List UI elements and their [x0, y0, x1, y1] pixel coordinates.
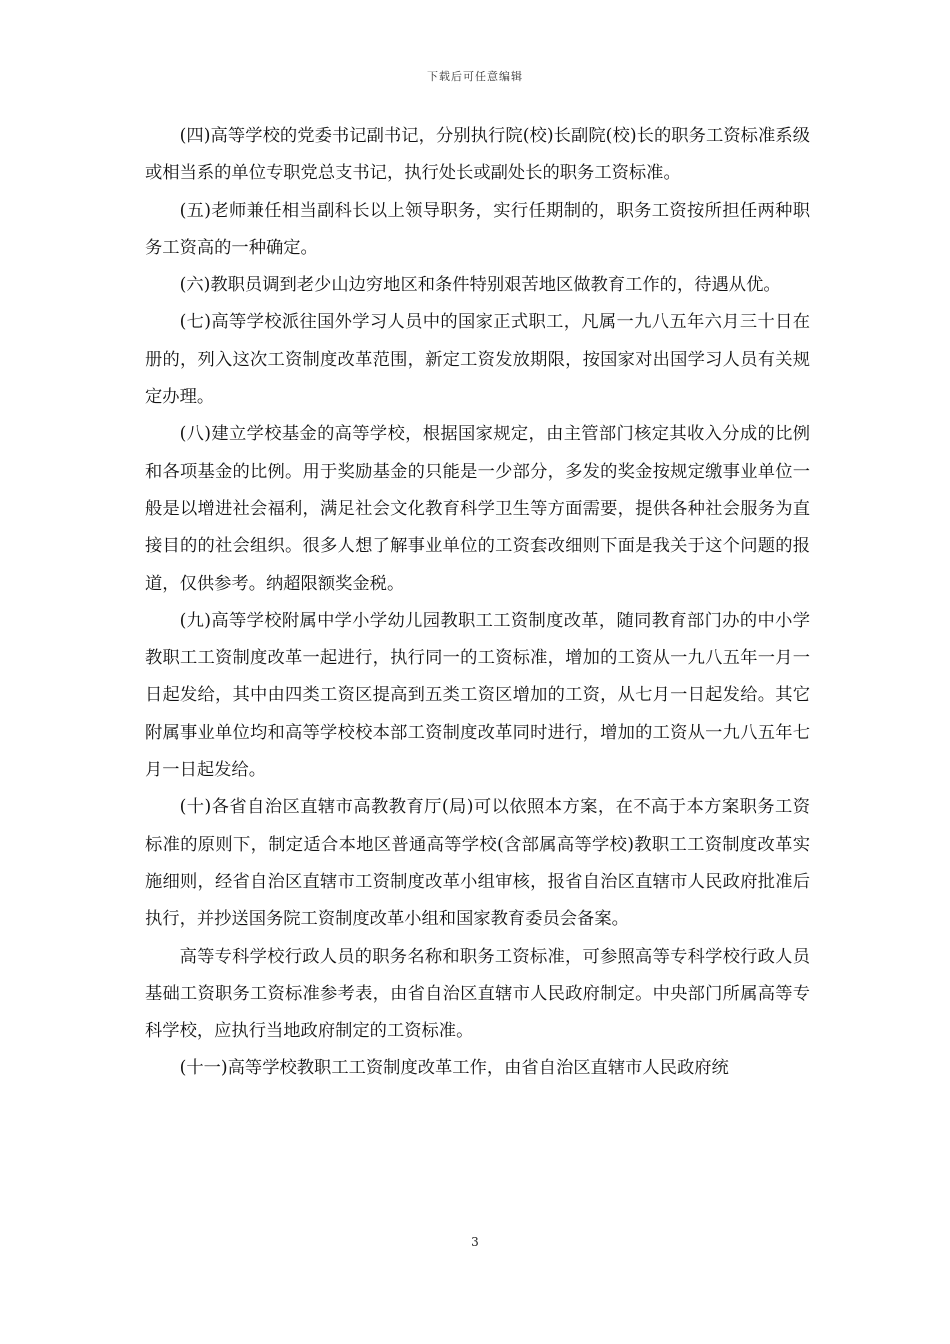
paragraph-4: (四)高等学校的党委书记副书记，分别执行院(校)长副院(校)长的职务工资标准系级或相当系的单位专职党总支书记，执行处长或副处长的职务工资标准。: [145, 126, 810, 184]
paragraph-5: (五)老师兼任相当副科长以上领导职务，实行任期制的，职务工资按所担任两种职务工资高的一种确定。: [145, 200, 810, 258]
paragraph-specialist-schools: 高等专科学校行政人员的职务名称和职务工资标准，可参照高等专科学校行政人员基础工资职务工资标准参考表，由省自治区直辖市人民政府制定。中央部门所属高等专科学校，应执行当地政府制定的工资标准。: [145, 946, 810, 1042]
paragraph-11: (十一)高等学校教职工工资制度改革工作，由省自治区直辖市人民政府统: [179, 1058, 729, 1079]
paragraph-9: (九)高等学校附属中学小学幼儿园教职工工资制度改革，随同教育部门办的中小学教职工工资制度改革一起进行，执行同一的工资标准，增加的工资从一九八五年一月一日起发给，其中由四类工资区提高到五类工资区增加的工资，从七月一日起发给。其它附属事业单位均和高等学校校本部工资制度改革同时进行，增加的工资从一九八五年七月一日起发给。: [145, 610, 810, 781]
page-number: 3: [471, 1235, 479, 1249]
page-header: 下载后可任意编辑: [427, 70, 523, 83]
paragraph-8: (八)建立学校基金的高等学校，根据国家规定，由主管部门核定其收入分成的比例和各项基金的比例。用于奖励基金的只能是一少部分，多发的奖金按规定缴事业单位一般是以增进社会福利，满足社会文化教育科学卫生等方面需要，提供各种社会服务为直接目的的社会组织。很多人想了解事业单位的工资套改细则下面是我关于这个问题的报道，仅供参考。纳超限额奖金税。: [145, 424, 810, 594]
document-body: [145, 118, 810, 1088]
paragraph-7: (七)高等学校派往国外学习人员中的国家正式职工，凡属一九八五年六月三十日在册的，列入这次工资制度改革范围，新定工资发放期限，按国家对出国学习人员有关规定办理。: [145, 312, 810, 408]
paragraph-6: (六)教职员调到老少山边穷地区和条件特别艰苦地区做教育工作的，待遇从优。: [179, 275, 781, 296]
paragraph-10: (十)各省自治区直辖市高教教育厅(局)可以依照本方案，在不高于本方案职务工资标准的原则下，制定适合本地区普通高等学校(含部属高等学校)教职工工资制度改革实施细则，经省自治区直辖市工资制度改革小组审核，报省自治区直辖市人民政府批准后执行，并抄送国务院工资制度改革小组和国家教育委员会备案。: [145, 797, 810, 930]
